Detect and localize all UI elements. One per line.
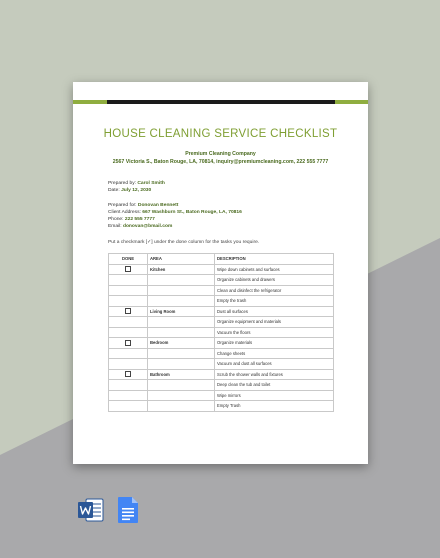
email-label: Email: (108, 224, 122, 229)
checklist-body (109, 264, 334, 411)
description-cell: Dust all surfaces (215, 306, 334, 317)
area-cell (148, 359, 215, 370)
area-cell (148, 348, 215, 359)
table-row (109, 401, 334, 412)
table-header-row (109, 254, 334, 265)
description-cell: Organize cabinets and drawers (215, 275, 334, 286)
table-row (109, 317, 334, 328)
done-cell (109, 348, 148, 359)
microsoft-word-icon[interactable] (78, 498, 104, 522)
area-cell (148, 296, 215, 307)
done-cell (109, 317, 148, 328)
done-checkbox[interactable] (125, 371, 131, 377)
done-cell[interactable] (109, 338, 148, 349)
company-address: 2567 Victoria S., Baton Rouge, LA, 70814, inquiry@premiumcleaning.com, 222 555 7777 (112, 159, 329, 165)
email-value: donovan@bmail.com (122, 224, 173, 229)
done-checkbox[interactable] (125, 340, 131, 346)
description-cell: Organize materials (215, 338, 334, 349)
document-preview[interactable] (73, 82, 368, 464)
document-title: HOUSE CLEANING SERVICE CHECKLIST (103, 128, 338, 140)
area-cell (148, 275, 215, 286)
area-cell (148, 317, 215, 328)
table-row (109, 348, 334, 359)
area-cell: Bathroom (148, 369, 215, 380)
client-address-line (108, 210, 242, 215)
table-row (109, 338, 334, 349)
done-cell[interactable] (109, 369, 148, 380)
header-band (107, 100, 335, 104)
area-cell (148, 285, 215, 296)
table-row (109, 296, 334, 307)
header-area: AREA (148, 254, 215, 265)
done-checkbox[interactable] (125, 308, 131, 314)
area-cell: Bedroom (148, 338, 215, 349)
header-band-accent-right (335, 100, 368, 104)
area-cell (148, 327, 215, 338)
header-done: DONE (109, 254, 148, 265)
description-cell: Vacuum and dust all surfaces (215, 359, 334, 370)
area-cell (148, 390, 215, 401)
table-row (109, 327, 334, 338)
done-cell (109, 359, 148, 370)
area-cell: Kitchen (148, 264, 215, 275)
done-checkbox[interactable] (125, 266, 131, 272)
date-label: Date: (108, 188, 120, 193)
client-address-label: Client Address: (108, 210, 141, 215)
description-cell: Empty the trash (215, 296, 334, 307)
description-cell: Deep clean the tub and toilet (215, 380, 334, 391)
prepared-for-label: Prepared for: (108, 203, 137, 208)
date-line (108, 188, 151, 193)
table-row (109, 306, 334, 317)
area-cell (148, 401, 215, 412)
done-cell[interactable] (109, 306, 148, 317)
client-address-value: 667 Washburn St., Baton Rouge, LA, 70816 (142, 210, 242, 215)
company-name: Premium Cleaning Company (185, 151, 256, 157)
description-cell: Wipe down cabinets and surfaces (215, 264, 334, 275)
header-band-accent-left (73, 100, 107, 104)
prepared-by-line (108, 181, 165, 186)
prepared-by-value: Carol Smith (137, 181, 165, 186)
header-description: DESCRIPTION (215, 254, 334, 265)
done-cell[interactable] (109, 264, 148, 275)
done-cell (109, 296, 148, 307)
google-docs-icon[interactable] (118, 497, 138, 523)
done-cell (109, 327, 148, 338)
description-cell: Empty Trash (215, 401, 334, 412)
table-row (109, 380, 334, 391)
phone-value: 222 555 7777 (124, 217, 155, 222)
table-row (109, 390, 334, 401)
description-cell: Clean and disinfect the refrigerator (215, 285, 334, 296)
area-cell (148, 380, 215, 391)
table-row (109, 285, 334, 296)
table-row (109, 275, 334, 286)
done-cell (109, 401, 148, 412)
prepared-for-value: Donovan Bennett (137, 203, 179, 208)
email-line (108, 224, 172, 229)
table-row (109, 264, 334, 275)
done-cell (109, 275, 148, 286)
area-cell: Living Room (148, 306, 215, 317)
done-cell (109, 285, 148, 296)
description-cell: Vacuum the floors (215, 327, 334, 338)
phone-line (108, 217, 155, 222)
description-cell: Wipe mirrors (215, 390, 334, 401)
description-cell: Change sheets (215, 348, 334, 359)
done-cell (109, 380, 148, 391)
instruction-text: Put a checkmark [✓] under the done column for the tasks you require. (108, 240, 260, 245)
table-row (109, 359, 334, 370)
checklist-table (108, 253, 334, 412)
table-row (109, 369, 334, 380)
description-cell: Scrub the shower walls and fixtures (215, 369, 334, 380)
prepared-by-label: Prepared by: (108, 181, 137, 186)
date-value: July 12, 2030 (121, 188, 152, 193)
done-cell (109, 390, 148, 401)
phone-label: Phone: (108, 217, 124, 222)
description-cell: Organize equipment and materials (215, 317, 334, 328)
prepared-for-line (108, 203, 178, 208)
